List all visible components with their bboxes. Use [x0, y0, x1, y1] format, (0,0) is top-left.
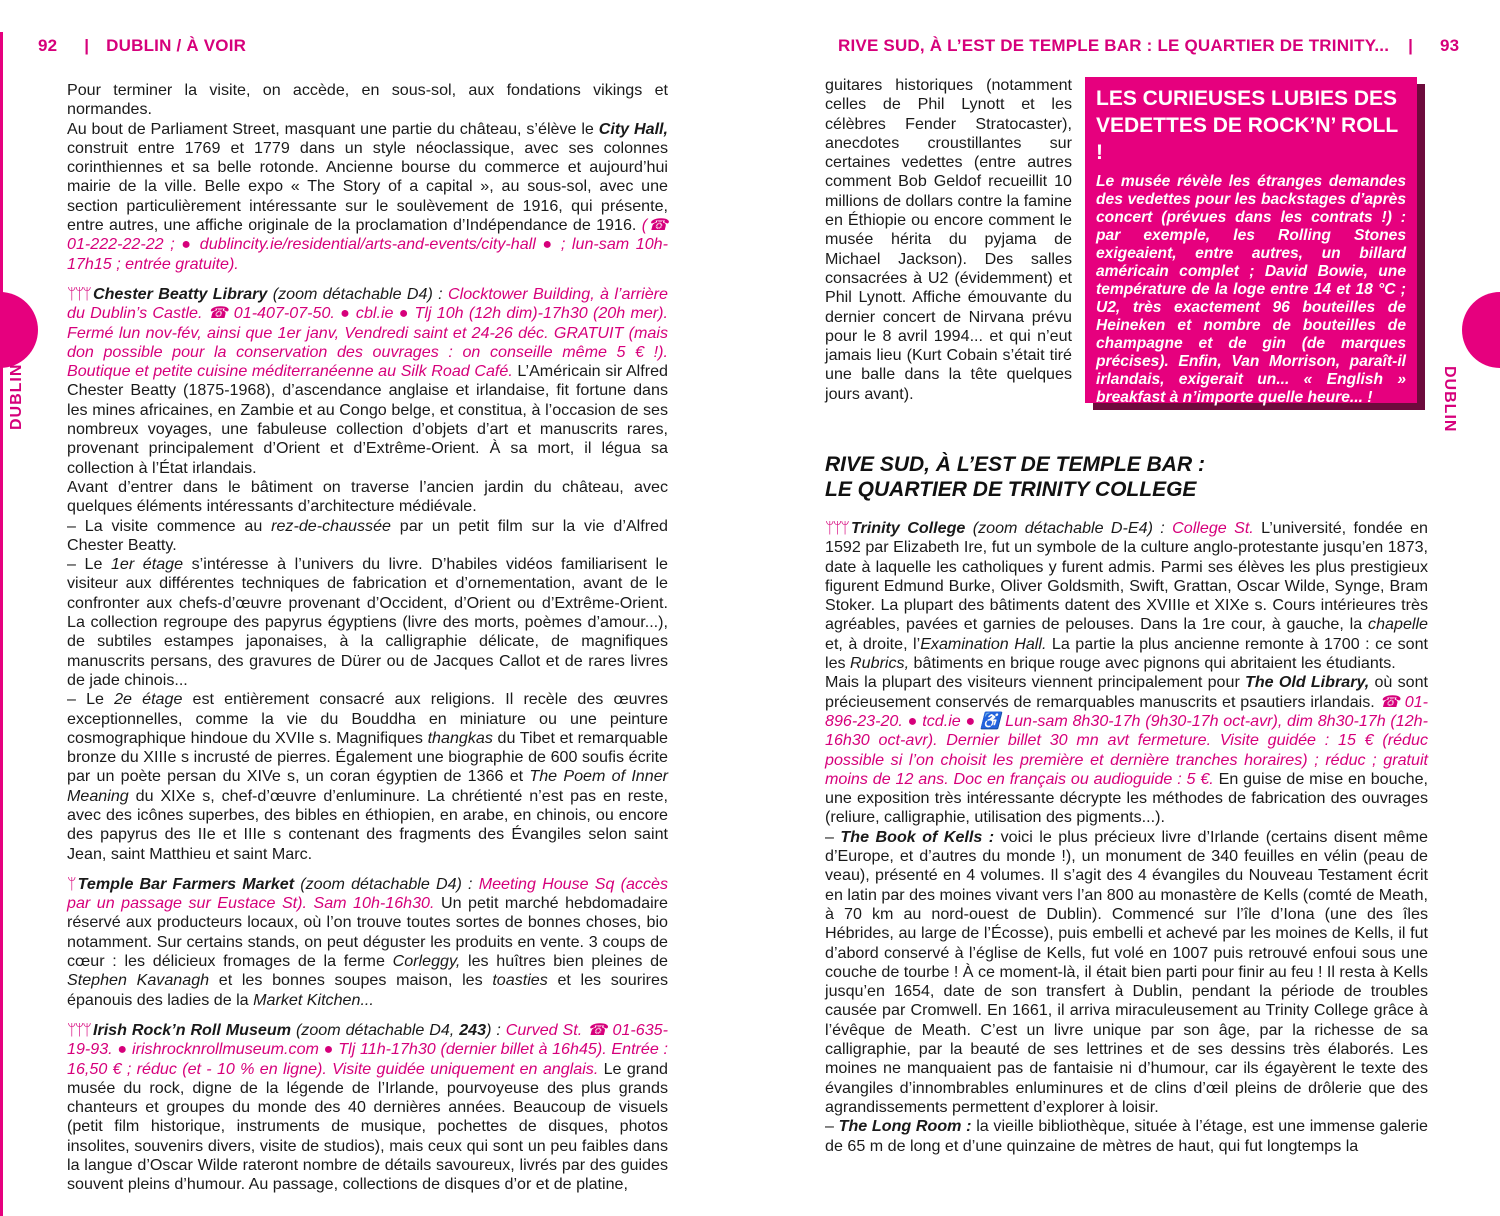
city-hall-info: (☎ 01-222-22-22 ; ● dublincity.ie/residential/arts-and-events/city-hall ● ; lun-sam 10h-17h15 ; entrée gratuite).: [67, 216, 668, 273]
section-title: [825, 452, 1425, 502]
left-page-header: [38, 36, 246, 56]
right-header-section: RIVE SUD, À L’EST DE TEMPLE BAR : LE QUARTIER DE TRINITY...: [838, 36, 1390, 55]
right-column: [825, 519, 1428, 1156]
left-header-section: DUBLIN / À VOIR: [106, 36, 247, 55]
rating-icon: ᛘᛘᛘ: [825, 519, 848, 537]
paragraph: – La visite commence au rez-de-chaussée par un petit film sur la vie d’Alfred Chester Beatty.: [67, 516, 668, 554]
paragraph-vikings: Pour terminer la visite, on accède, en sous-sol, aux fondations vikings et normandes.: [67, 81, 668, 119]
entry-trinity-college: ᛘᛘᛘ Trinity College (zoom détachable D-E4) : College St. L’université, fondée en 1592 par Elizabeth Ire, fut un symbole de la culture anglo-protestante jusqu’en 1873, date à laquelle les catholiques y furent admis. Parmi ses élèves les plus prestigieux figurent Edmund Burke, Oliver Goldsmith, Swift, Grattan, Oscar Wilde, Synge, Bram Stoker. La plupart des bâtiments datent des XVIIIe et XIXe s. Cours intérieures très agréables, pavées et garnies de pelouses. Dans la 1re cour, à gauche, la chapelle et, à droite, l’Examination Hall. La partie la plus ancienne remonte à 1700 : ce sont les Rubrics, bâtiments en brique rouge avec pignons qui abritaient les étudiants.: [825, 519, 1428, 673]
entry-title: Trinity College: [850, 519, 966, 537]
entry-practical-info: College St.: [1172, 519, 1254, 537]
entry-title: Chester Beatty Library: [92, 284, 268, 303]
entry-chester-beatty: ᛘᛘᛘ Chester Beatty Library (zoom détachable D4) : Clocktower Building, à l’arrière du Dublin’s Castle. ☎ 01-407-07-50. ● cbl.ie ● Tlj 10h (12h dim)-17h30 (20h mer). Fermé lun nov-fév, ainsi que 1er janv, Vendredi saint et 24-26 déc. GRATUIT (mais don possible pour la conservation des ouvrages : on conseille même 5 € !). Boutique et petite cuisine méditerranéenne au Silk Road Café. L’Américain sir Alfred Chester Beatty (1875-1968), d’ascendance anglaise et irlandaise, fit fortune dans les mines africaines, en Zambie et au Congo belge, et constitua, à l’occasion de ses nombreux voyages, une fabuleuse collection d’objets d’art et manuscrits rares, provenant principalement d’Orient et d’Extrême-Orient. À sa mort, il légua sa collection à l’État irlandais.: [67, 284, 668, 477]
section-title-line1: RIVE SUD, À L’EST DE TEMPLE BAR :: [825, 453, 1205, 476]
section-title-line2: LE QUARTIER DE TRINITY COLLEGE: [825, 478, 1197, 501]
entry-practical-info: ☎ 01-896-23-20. ● tcd.ie ● ♿ Lun-sam 8h30-17h (9h30-17h oct-avr), dim 8h30-17h (12h-16h30 oct-avr). Dernier billet 30 mn avt fermeture. Visite guidée : 15 € (réduc possible si l’on choisit les première et dernière tranches horaires) ; réduc ; gratuit moins de 12 ans. Doc en français ou audioguide : 5 €.: [825, 692, 1429, 788]
entry-title: Irish Rock’n Roll Museum: [92, 1020, 292, 1039]
right-page-header: [838, 36, 1459, 56]
left-column: [67, 81, 668, 1195]
rating-icon: ᛘᛘᛘ: [67, 1020, 90, 1039]
paragraph: – Le 1er étage s’intéresse à l’univers du livre. D’habiles vidéos familiarisent le visiteur aux différentes techniques de fabrication et d’ornementation, avant de le confronter aux chefs-d’œuvre provenant d’Occident, d’Orient ou d’Extrême-Orient. La collection regroupe des papyrus égyptiens (livre des morts, poèmes d’amour...), de subtiles estampes japonaises, à la calligraphie délicate, de magnifiques manuscrits persans, des gravures de Dürer ou de Jacques Callot et de rares livres de jade chinois...: [67, 555, 668, 689]
paragraph-rock-museum-cont: guitares historiques (notamment celles de Phil Lynott et les célèbres Fender Stratocaster), anecdotes croustillantes sur certaines vedettes (entre autres comment Bob Geldof recueillit 10 millions de dollars contre la famine en Éthiopie ou encore comment le musée hérita du pyjama de Michael Jackson). Des salles consacrées à U2 (évidemment) et Phil Lynott. Affiche émouvante du dernier concert de Nirvana prévu pour le 8 avril 1994... et qui n’eut jamais lieu (Kurt Cobain s’était tiré une balle dans la tête quelques jours avant).: [825, 76, 1072, 403]
right-side-tab: DUBLIN: [1441, 366, 1458, 433]
paragraph: Avant d’entrer dans le bâtiment on traverse l’ancien jardin du château, avec quelques éléments intéressants d’architecture médiévale.: [67, 477, 668, 516]
sidebar-box: [1085, 77, 1417, 406]
right-thumb-tab: [1462, 292, 1500, 368]
entry-title: Temple Bar Farmers Market: [77, 874, 295, 893]
paragraph-city-hall: Au bout de Parliament Street, masquant une partie du château, s’élève le City Hall, construit entre 1769 et 1779 dans un style néoclassique, avec ses colonnes corinthiennes et sa belle rotonde. Ancienne bourse du commerce et aujourd’hui mairie de la ville. Belle expo « The Story of a capital », au sous-sol, avec une section particulièrement intéressante sur le soulèvement de 1916, qui présente, entre autres, une affiche originale de la proclamation d’Indépendance de 1916. (☎ 01-222-22-22 ; ● dublincity.ie/residential/arts-and-events/city-hall ● ; lun-sam 10h-17h15 ; entrée gratuite).: [67, 119, 668, 273]
right-page-number: 93: [1439, 36, 1460, 55]
paragraph-long-room: – The Long Room : la vieille bibliothèque, située à l’étage, est une immense galerie de 65 m de long et d’une quinzaine de mètres de haut, qui fut longtemps la: [825, 1117, 1428, 1155]
entry-practical-info: Clocktower Building, à l’arrière du Dublin’s Castle. ☎ 01-407-07-50. ● cbl.ie ● Tlj 10h (12h dim)-17h30 (20h mer). Fermé lun nov-fév, ainsi que 1er janv, Vendredi saint et 24-26 déc. GRATUIT (mais don possible pour la conservation des ouvrages : on conseille même 5 € !). Boutique et petite cuisine méditerranéenne au Silk Road Café.: [67, 284, 668, 381]
rating-icon: ᛘᛘᛘ: [67, 284, 90, 303]
right-column-top: [825, 76, 1072, 404]
entry-temple-bar-market: ᛘ Temple Bar Farmers Market (zoom détachable D4) : Meeting House Sq (accès par un passage sur Eustace St). Sam 10h-16h30. Un petit marché hebdomadaire réservé aux producteurs locaux, où l’on trouve toutes sortes de bonnes choses, bio notamment. Sur certains stands, on peut déguster les produits en vente. 3 coups de cœur : les délicieux fromages de la ferme Corleggy, les huîtres bien pleines de Stephen Kavanagh et les bonnes soupes maison, les toasties et les sourires épanouis des ladies de la Market Kitchen...: [67, 874, 668, 1009]
entry-practical-info: Curved St. ☎ 01-635-19-93. ● irishrocknrollmuseum.com ● Tlj 11h-17h30 (dernier billet à 16h45). Entrée : 16,50 € ; réduc (et - 10 % en ligne). Visite guidée uniquement en anglais.: [67, 1020, 668, 1078]
left-page-edge: [0, 32, 3, 1216]
left-side-tab: DUBLIN: [8, 363, 25, 430]
paragraph-old-library: Mais la plupart des visiteurs viennent principalement pour The Old Library, où sont précieusement conservés de remarquables manuscrits et psautiers irlandais. ☎ 01-896-23-20. ● tcd.ie ● ♿ Lun-sam 8h30-17h (9h30-17h oct-avr), dim 8h30-17h (12h-16h30 oct-avr). Dernier billet 30 mn avt fermeture. Visite guidée : 15 € (réduc possible si l’on choisit les première et dernière tranches horaires) ; réduc ; gratuit moins de 12 ans. Doc en français ou audioguide : 5 €. En guise de mise en bouche, une exposition très intéressante décrypte les méthodes de fabrication des ouvrages (reliure, calligraphie, utilisation des pigments...).: [825, 673, 1429, 827]
paragraph: – Le 2e étage est entièrement consacré aux religions. Il recèle des œuvres exceptionnelles, comme la vie du Bouddha en miniature ou une peinture cosmographique hindoue du XVIIe s. Magnifiques thangkas du Tibet et remarquable bronze du XIIIe s incrusté de pierres. Également une biographie de 600 soufis écrite par un poète persan du XIVe s, un coran égyptien de 1366 et The Poem of Inner Meaning du XIXe s, chef-d’œuvre d’enluminure. La chrétienté n’est pas en reste, avec des icônes superbes, des bibles en éthiopien, en arabe, en chinois, ou encore des papyrus des IIe et IIIe s contenant des fragments des Évangiles selon saint Jean, saint Matthieu et saint Marc.: [67, 690, 669, 863]
entry-rock-museum: ᛘᛘᛘ Irish Rock’n Roll Museum (zoom détachable D4, 243) : Curved St. ☎ 01-635-19-93. ● irishrocknrollmuseum.com ● Tlj 11h-17h30 (dernier billet à 16h45). Entrée : 16,50 € ; réduc (et - 10 % en ligne). Visite guidée uniquement en anglais. Le grand musée du rock, digne de la légende de l’Irlande, pourvoyeuse des plus grands chanteurs et groupes du monde des 40 dernières années. Beaucoup de visuels (petit film historique, instruments de musique, pochettes de disques, photos insolites, souvenirs divers, visite de studios), mais ceux qui sont un peu faibles dans la langue d’Oscar Wilde rateront nombre de détails savoureux, livrés par des guides souvent pleins d’humour. Au passage, collections de disques d’or et de platine,: [67, 1020, 668, 1194]
entry-practical-info: Meeting House Sq (accès par un passage sur Eustace St). Sam 10h-16h30.: [67, 874, 668, 913]
header-separator: |: [84, 36, 90, 55]
header-separator: |: [1408, 36, 1414, 55]
sidebar-box-text: Le musée révèle les étranges demandes des vedettes pour les backstages d’après concert (prévues dans les contrats !) : par exemple, les Rolling Stones exigeaient, entre autres, un billard américain complet ; David Bowie, une température de la loge entre 14 et 18 °C ; U2, très exactement 96 bouteilles de Heineken et nombre de bouteilles de champagne et de gin (de marques précises). Enfin, Van Morrison, paraît-il irlandais, exigerait un... « English » breakfast à n’importe quelle heure... !: [1096, 173, 1406, 406]
rating-icon: ᛘ: [67, 874, 75, 893]
sidebar-box-title: LES CURIEUSES LUBIES DES VEDETTES DE ROCK’N’ ROLL !: [1096, 87, 1398, 164]
left-page-number: 92: [38, 36, 58, 55]
paragraph-book-of-kells: – The Book of Kells : voici le plus précieux livre d’Irlande (certains disent même d’Europe, et d’autres du monde !), un monument de 340 feuilles en vélin (peau de veau), présenté en 4 volumes. Il s’agit des 4 évangiles du Nouveau Testament écrit en latin par des moines vivant vers l’an 800 au monastère de Kells (comté de Meath, à 70 km au nord-ouest de Dublin). Commencé sur l’île d’Iona (une des îles Hébrides, au large de l’Écosse), puis embelli et achevé par les moines de Kells, il fut d’abord conservé à l’église de Kells, fut volé en 1007 puis retrouvé enfoui sous une couche de tourbe ! À ce moment-là, il était bien parti pour finir au feu ! Il resta à Kells jusqu’en 1654, date de son transfert à Dublin, pendant la période de troubles causée par Cromwell. En 1661, il arriva miraculeusement au Trinity College grâce à l’évêque de Meath. C’est un livre unique par son âge, par la richesse de sa calligraphie, par la beauté de ses lettrines et de ses dessins très élaborés. Les moines ne manquaient pas de fantaisie ni d’humour, car ils égayèrent le texte des évangiles d’innombrables enluminures et de clins d’œil pleins de drôlerie que des agrandissements permettent d’explorer à loisir.: [825, 827, 1428, 1116]
entry-city-hall: City Hall,: [598, 119, 668, 138]
left-thumb-tab: [0, 292, 38, 368]
